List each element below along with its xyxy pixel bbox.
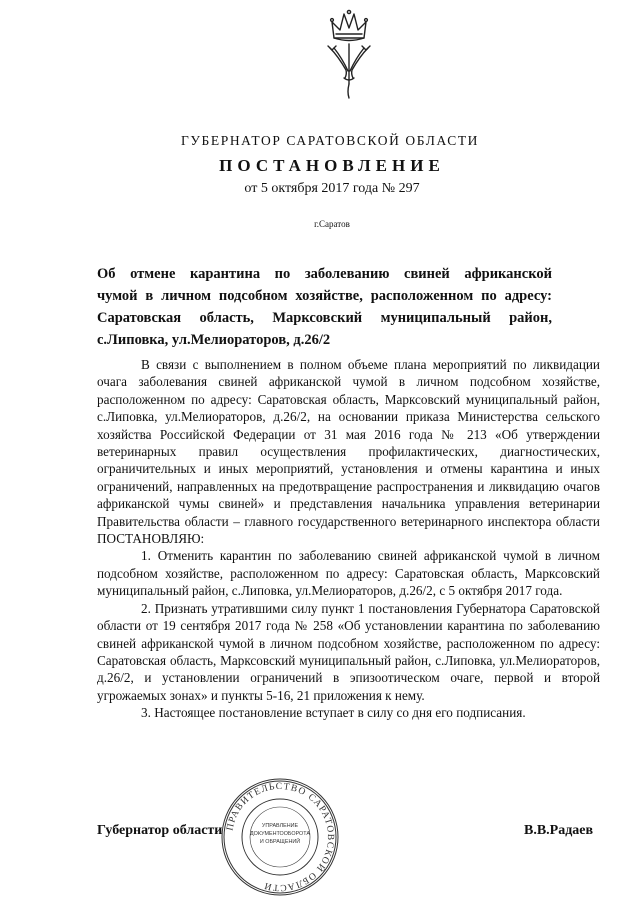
resolution-item-1: 1. Отменить карантин по заболеванию свиней африканской чумой в личном подсобном хозяйстве, расположенном по адресу: Саратовская область, Марксовский муниципальный район, с.Липовка, ул.Мелиораторов, д.26/2, с 5 октября 2017 года.: [97, 548, 600, 599]
official-stamp: [218, 775, 342, 899]
title-line: с.Липовка, ул.Мелиораторов, д.26/2: [97, 332, 331, 348]
signatory-name: В.В.Радаев: [524, 823, 594, 838]
svg-text:ДОКУМЕНТООБОРОТА: ДОКУМЕНТООБОРОТА: [250, 831, 310, 837]
preamble-paragraph: В связи с выполнением в полном объеме плана мероприятий по ликвидации очага заболевания свиней африканской чумой в личном подсобном хозяйстве, расположенном по адресу: Саратовская область, Марксовский муниципальный район, с.Липовка, ул.Мелиораторов, д.26/2, на основании приказа Министерства сельского хозяйства Российской Федерации от 31 мая 2016 года № 213 «Об утверждении ветеринарных правил осуществления профилактических, диагностических, ограничительных и иных мероприятий, установления и отмены карантина и иных ограничений, направленных на предотвращение распространения и ликвидацию очагов африканской чумы свиней» и представления начальника управления ветеринарии Правительства области – главного государственного ветеринарного инспектора области ПОСТАНОВЛЯЮ:: [97, 357, 600, 547]
document-body: [97, 356, 600, 722]
title-line: Об отмене карантина по заболеванию свиней африканской: [97, 266, 552, 282]
document-type-heading: ПОСТАНОВЛЕНИЕ: [219, 156, 445, 175]
svg-text:УПРАВЛЕНИЕ: УПРАВЛЕНИЕ: [261, 823, 299, 829]
city-label: г.Саратов: [314, 219, 350, 229]
title-line: Саратовская область, Марксовский муниципальный район,: [97, 310, 552, 326]
stamp-outer-text: ПРАВИТЕЛЬСТВО САРАТОВСКОЙ ОБЛАСТИ: [225, 781, 336, 893]
signatory-role: Губернатор области: [97, 823, 223, 838]
title-line: чумой в личном подсобном хозяйстве, расположенном по адресу:: [97, 288, 552, 304]
svg-text:И ОБРАЩЕНИЙ: И ОБРАЩЕНИЙ: [259, 839, 301, 845]
document-date-number: от 5 октября 2017 года № 297: [244, 181, 420, 196]
authority-heading: ГУБЕРНАТОР САРАТОВСКОЙ ОБЛАСТИ: [180, 133, 480, 148]
document-title: [97, 263, 552, 351]
resolution-item-2: 2. Признать утратившими силу пункт 1 постановления Губернатора Саратовской области от 19 сентября 2017 года № 258 «Об установлении карантина по заболеванию свиней африканской чумой в личном подсобном хозяйстве, расположенном по адресу: Саратовская область, Марксовский муниципальный район, с.Липовка, ул.Мелиораторов, д.26/2, и установлении ограничений в эпизоотическом очаге, первой и второй угрожаемых зонах» и пункты 5-16, 21 приложения к нему.: [97, 600, 600, 703]
saratov-coat-of-arms-icon: [318, 8, 380, 100]
resolution-item-3: 3. Настоящее постановление вступает в силу со дня его подписания.: [141, 705, 526, 721]
